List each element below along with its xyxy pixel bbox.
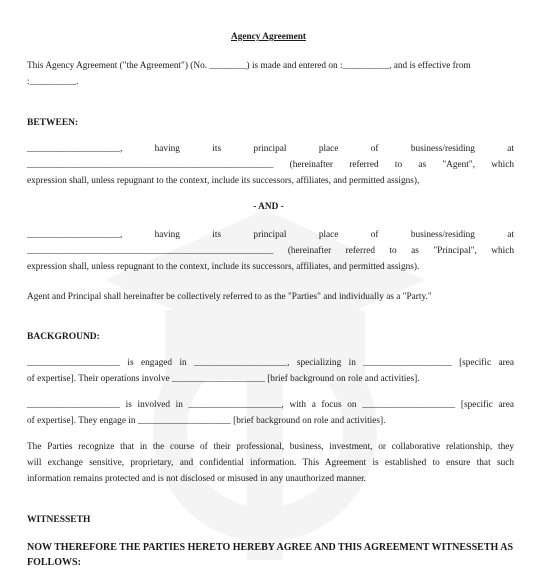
and-separator: - AND - <box>253 202 284 212</box>
therefore-line-1: NOW THEREFORE THE PARTIES HERETO HEREBY AGREE AND THIS AGREEMENT WITNESSETH AS <box>27 542 514 553</box>
background-2-line-2: of expertise]. They engage in ____________________ [brief background on role and activities]. <box>27 416 386 426</box>
party2-line-1: ____________________, having its principal place of business/residing at <box>27 230 514 240</box>
between-heading: BETWEEN: <box>27 118 79 128</box>
background-1-line-2: of expertise]. Their operations involve ____________________ [brief background on role and activities]. <box>27 374 420 384</box>
recital-line-3: information remains protected and is not disclosed or misused in any unauthorized manner. <box>27 474 366 484</box>
recital-line-1: The Parties recognize that in the course of their professional, business, investment, or collaborative relationship, they <box>27 442 514 452</box>
parties-definition: Agent and Principal shall hereinafter be collectively referred to as the "Parties" and individually as a "Party." <box>27 292 432 302</box>
document-title: Agency Agreement <box>231 32 306 42</box>
party2-line-2: _____________________________________________________ (hereinafter referred to as "Principal", which <box>27 246 514 256</box>
witnesseth-heading: WITNESSETH <box>27 515 91 525</box>
party2-line-3: expression shall, unless repugnant to the context, include its successors, affiliates, and permitted assigns). <box>27 262 420 272</box>
party1-line-2: _____________________________________________________ (hereinafter referred to as "Agent", which <box>27 160 514 170</box>
background-1-line-1: ____________________ is engaged in ____________________, specializing in ___________________ [specific area <box>27 358 514 368</box>
background-2-line-1: ____________________ is involved in ____________________, with a focus on ____________________ [specific area <box>27 400 514 410</box>
intro-line-1: This Agency Agreement ("the Agreement") (No. ________) is made and entered on :__________, and is effective from <box>27 61 471 71</box>
recital-line-2: will exchange sensitive, proprietary, and confidential information. This Agreement is established to ensure that such <box>27 458 514 468</box>
therefore-line-2: FOLLOWS: <box>27 557 81 568</box>
background-heading: BACKGROUND: <box>27 332 100 342</box>
party1-line-1: ____________________, having its principal place of business/residing at <box>27 144 514 154</box>
party1-line-3: expression shall, unless repugnant to the context, include its successors, affiliates, and permitted assigns), <box>27 176 420 186</box>
intro-line-2: :__________. <box>27 77 79 87</box>
